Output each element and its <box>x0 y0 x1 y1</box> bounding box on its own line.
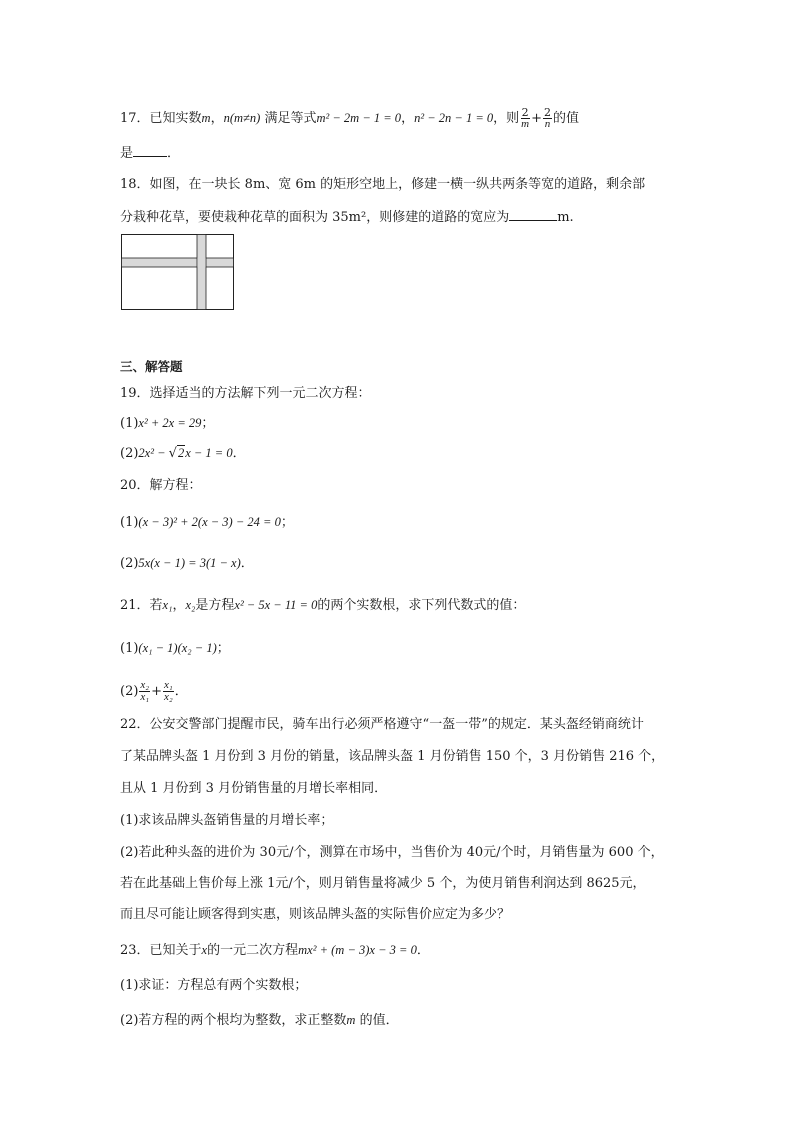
q19-stem: 19．选择适当的方法解下列一元二次方程： <box>120 386 371 401</box>
part-label: (1) <box>120 641 139 656</box>
q23-var-x: x <box>201 943 208 957</box>
road-intersection <box>197 258 205 266</box>
q21-expression-1: (x₁ − 1)(x₂ − 1) <box>138 641 217 655</box>
q21-text-mid: 是方程 <box>195 598 235 613</box>
fraction-numerator: 2 <box>521 106 529 119</box>
q21-equation: x² − 5x − 11 = 0 <box>234 598 318 612</box>
punct: ． <box>232 446 246 461</box>
q19-equation-2a: 2x² − <box>138 446 169 460</box>
fraction-denominator: x₂ <box>164 691 173 703</box>
punct: ； <box>201 416 215 431</box>
part-label: (2) <box>120 684 139 699</box>
q19-equation-2b: x − 1 = 0 <box>185 446 233 460</box>
punct: ， <box>172 598 186 613</box>
q17-text-then: ，则 <box>493 111 520 126</box>
q17-fraction-2 <box>543 107 552 130</box>
q18-text: 分栽种花草，要使栽种花草的面积为 35m²，则修建的道路的宽应为 <box>120 210 510 225</box>
q22-part2-line2: 若在此基础上售价每上涨 1元/个，则月销售量将减少 5 个，为使月销售利润达到 8625元， <box>120 876 646 891</box>
sqrt-sign: √ <box>168 446 177 461</box>
q17-answer-blank[interactable] <box>133 144 167 157</box>
q17-sep-2: ， <box>401 111 415 126</box>
q18-answer-blank[interactable] <box>509 208 557 221</box>
q21-text-suffix: 的两个实数根，求下列代数式的值： <box>317 598 526 613</box>
q17-period: ． <box>167 146 181 161</box>
q21-text: 21．若 <box>120 598 163 613</box>
punct: ． <box>174 684 188 699</box>
q17-equation-1: m² − 2m − 1 = 0 <box>316 111 402 125</box>
q21-var-x1: x₁ <box>162 598 173 612</box>
q17-text: 17．已知实数 <box>120 111 202 126</box>
fraction-numerator: 2 <box>544 106 552 119</box>
q17-line2 <box>120 144 180 164</box>
fraction-numerator: x₂ <box>140 679 150 691</box>
q21-fraction-2 <box>163 680 174 703</box>
q22-part2-line1: (2)若此种头盔的进价为 30元/个，测算在市场中，当售价为 40元/个时，月销售量为 600 个， <box>120 845 664 860</box>
sqrt-radicand: 2 <box>177 446 185 460</box>
punct: ； <box>216 641 230 656</box>
q23-var-m: m <box>346 1013 356 1027</box>
q21-stem <box>120 595 525 616</box>
punct: ． <box>416 943 430 958</box>
q20-part1 <box>120 512 294 533</box>
q23-text-part2-suffix: 的值． <box>355 1013 399 1028</box>
horizontal-road <box>122 258 234 267</box>
section-title: 三、解答题 <box>120 359 183 374</box>
q21-var-x2: x₂ <box>185 598 196 612</box>
q17-var-m: m <box>201 111 211 125</box>
part-label: (1) <box>120 416 139 431</box>
q23-stem <box>120 940 430 961</box>
q20-equation-2: 5x(x − 1) = 3(1 − x) <box>138 556 241 570</box>
q17-line1 <box>120 107 579 130</box>
q17-equation-2: n² − 2n − 1 = 0 <box>414 111 494 125</box>
q17-text-mid: 满足等式 <box>260 111 317 126</box>
q21-part1 <box>120 638 230 659</box>
q23-text-part2: (2)若方程的两个根均为整数，求正整数 <box>120 1013 347 1028</box>
q18-figure-rectangle-with-roads <box>121 234 234 310</box>
q17-text-suffix: 的值 <box>553 111 580 126</box>
fraction-denominator: m <box>521 118 530 130</box>
q17-var-n: n <box>223 111 230 125</box>
vertical-road <box>197 235 206 310</box>
q20-equation-1: (x − 3)² + 2(x − 3) − 24 = 0 <box>138 515 281 529</box>
q18-line2 <box>120 208 574 228</box>
q21-part2 <box>120 680 188 703</box>
q19-part1 <box>120 413 214 434</box>
q17-condition: (m≠n) <box>229 111 261 125</box>
q17-plus: + <box>531 111 543 126</box>
fraction-numerator: x₁ <box>164 679 173 691</box>
q23-text: 23．已知关于 <box>120 943 202 958</box>
q20-stem: 20．解方程： <box>120 478 202 493</box>
punct: ； <box>280 515 294 530</box>
q17-text-line2: 是 <box>120 146 134 161</box>
q23-part2 <box>120 1010 399 1031</box>
q23-part1: (1)求证：方程总有两个实数根； <box>120 978 308 993</box>
q22-part1: (1)求该品牌头盔销售量的月增长率； <box>120 813 334 828</box>
q20-part2 <box>120 553 254 574</box>
q23-equation: mx² + (m − 3)x − 3 = 0 <box>298 943 417 957</box>
q22-line3: 且从 1 月份到 3 月份销售量的月增长率相同． <box>120 781 388 796</box>
plus: + <box>151 684 163 699</box>
q18-line1: 18．如图，在一块长 8m、宽 6m 的矩形空地上，修建一横一纵共两条等宽的道路，剩余部 <box>120 177 646 192</box>
field-outline <box>122 235 234 310</box>
q21-fraction-1 <box>139 680 150 703</box>
q22-part2-line3: 而且尽可能让顾客得到实惠，则该品牌头盔的实际售价应定为多少？ <box>120 907 511 922</box>
q23-text-mid: 的一元二次方程 <box>207 943 299 958</box>
fraction-denominator: n <box>544 118 551 130</box>
punct: ． <box>240 556 254 571</box>
part-label: (1) <box>120 515 139 530</box>
fraction-denominator: x₁ <box>140 691 150 703</box>
q22-line2: 了某品牌头盔 1 月份到 3 月份的销量，该品牌头盔 1 月份销售 150 个，3 月份销售 216 个， <box>120 749 665 764</box>
q17-fraction-1 <box>520 107 530 130</box>
q18-unit: m. <box>557 210 574 225</box>
part-label: (2) <box>120 446 139 461</box>
q22-line1: 22．公安交警部门提醒市民，骑车出行必须严格遵守“一盔一带”的规定．某头盔经销商统计 <box>120 717 644 732</box>
q19-equation-1: x² + 2x = 29 <box>138 416 202 430</box>
part-label: (2) <box>120 556 139 571</box>
q19-part2 <box>120 443 246 464</box>
q17-sep: ， <box>210 111 224 126</box>
